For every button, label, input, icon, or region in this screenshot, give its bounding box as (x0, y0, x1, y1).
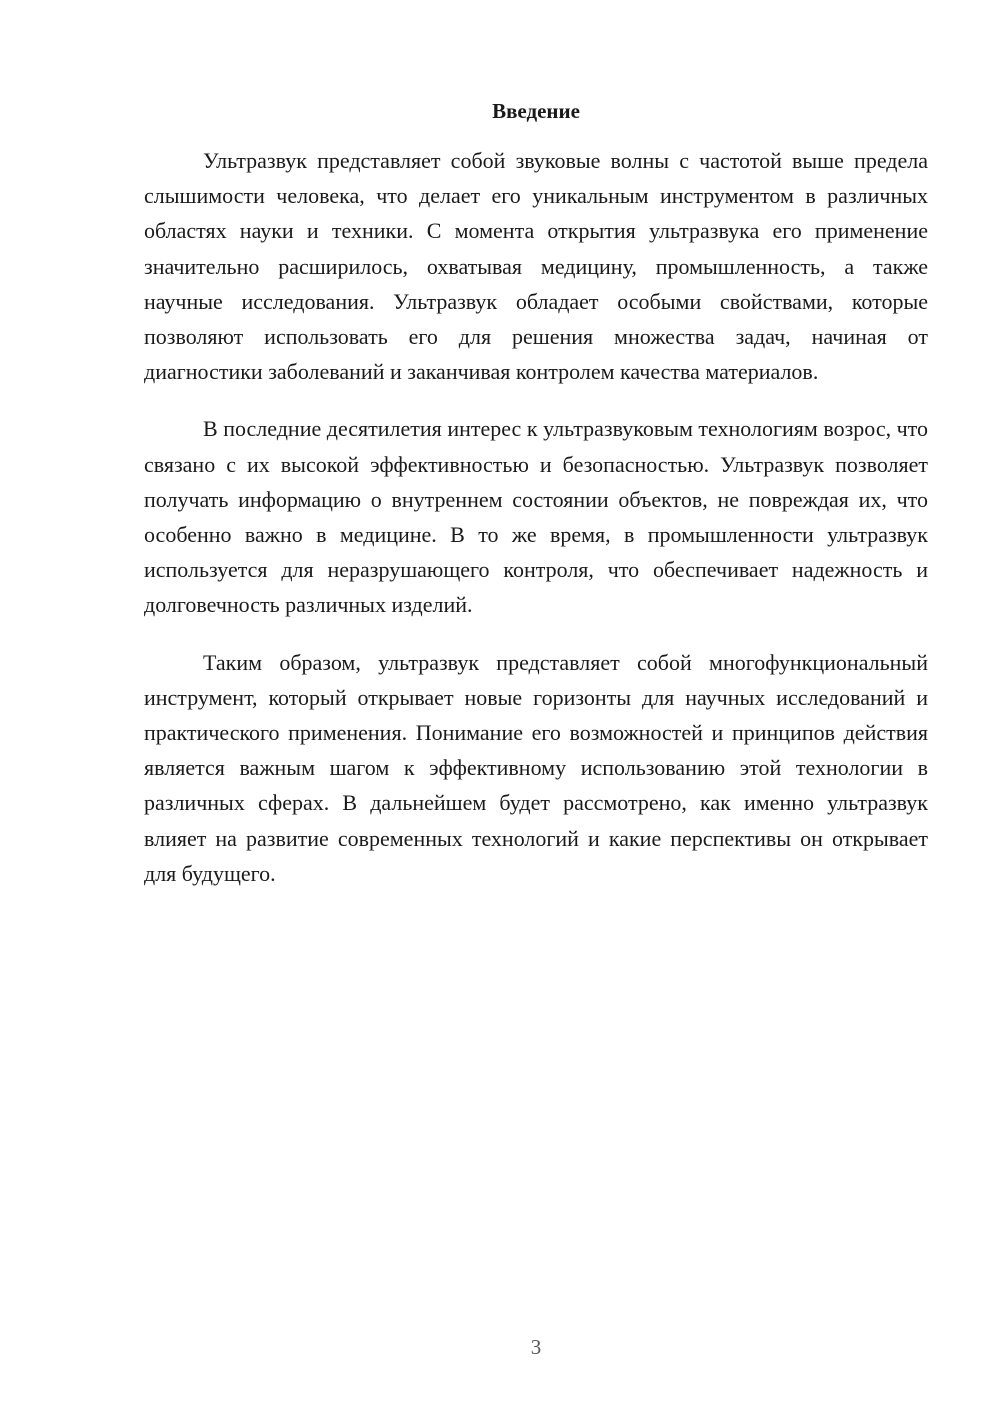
paragraph-3: Таким образом, ультразвук представляет собой многофункциональный инструмент, который открывает новые горизонты для научных исследований и практического применения. Понимание его возможностей и принципов действия является важным шагом к эффективному использованию этой технологии в различных сферах. В дальнейшем будет рассмотрено, как именно ультразвук влияет на развитие современных технологий и какие перспективы он открывает для будущего. (144, 649, 928, 886)
page-title: Введение (492, 99, 580, 123)
paragraph-2: В последние десятилетия интерес к ультразвуковым технологиям возрос, что связано с их высокой эффективностью и безопасностью. Ультразвук позволяет получать информацию о внутреннем состоянии объектов, не повреждая их, что особенно важно в медицине. В то же время, в промышленности ультразвук используется для неразрушающего контроля, что обеспечивает надежность и долговечность различных изделий. (144, 416, 928, 618)
document-body (144, 143, 928, 913)
page-number: 3 (530, 1335, 542, 1359)
paragraph-1: Ультразвук представляет собой звуковые волны с частотой выше предела слышимости человека, что делает его уникальным инструментом в различных областях науки и техники. С момента открытия ультразвука его применение значительно расширилось, охватывая медицину, промышленность, а также научные исследования. Ультразвук обладает особыми свойствами, которые позволяют использовать его для решения множества задач, начиная от диагностики заболеваний и заканчивая контролем качества материалов. (144, 148, 928, 385)
